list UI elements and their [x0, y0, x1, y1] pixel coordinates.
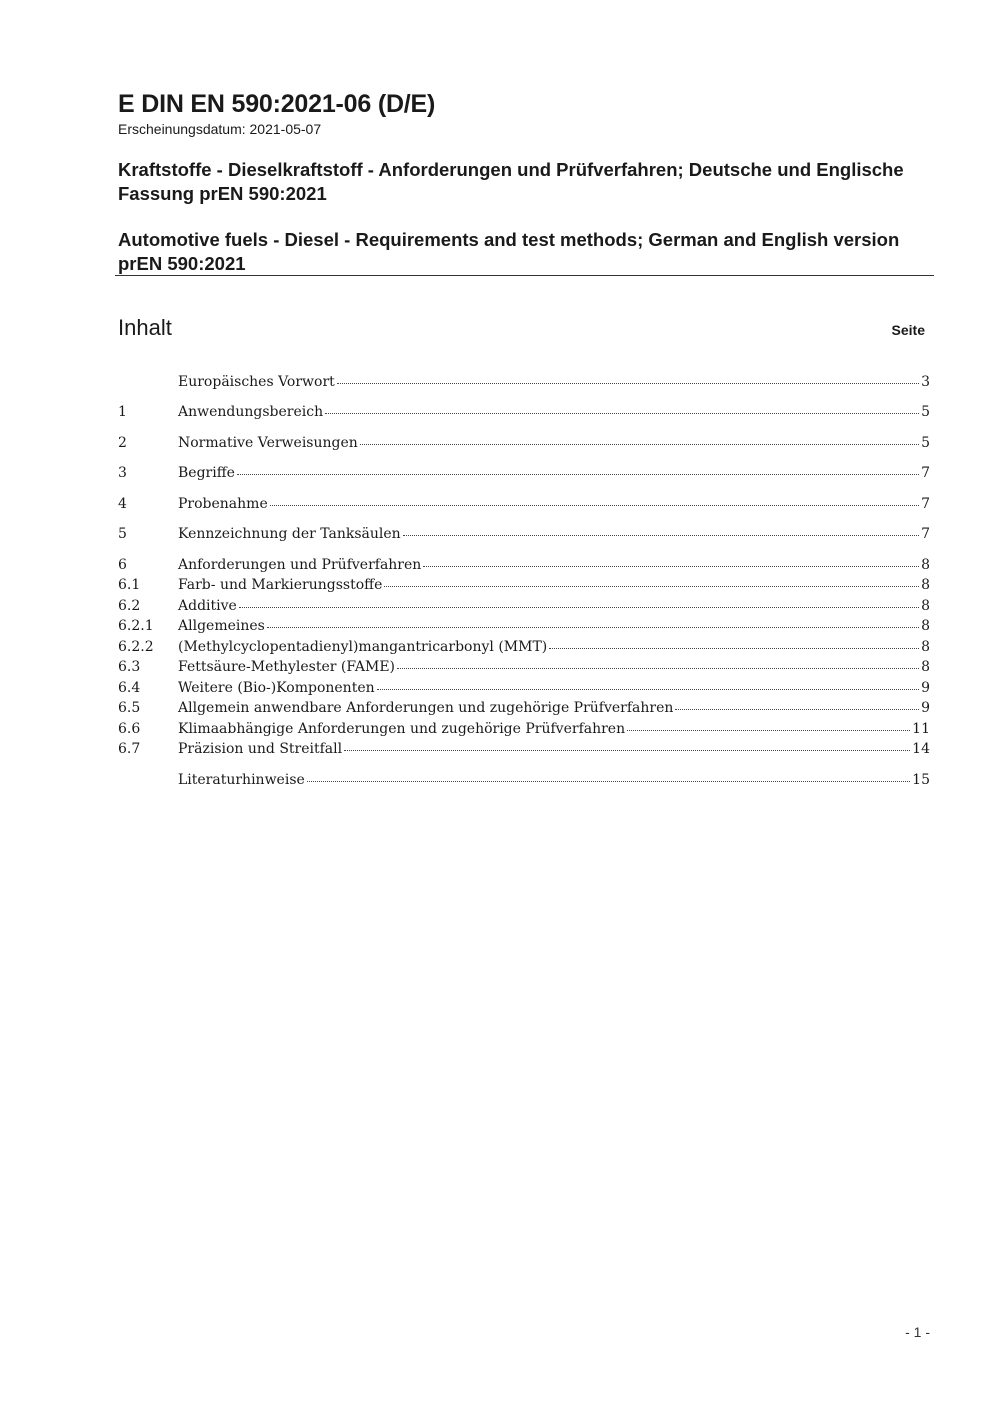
- toc-entry-number: 6.2.2: [118, 639, 154, 655]
- toc-entry-2[interactable]: [118, 432, 930, 452]
- toc-entry-3[interactable]: [118, 462, 930, 482]
- toc-entry-bibliography[interactable]: [118, 769, 930, 789]
- toc-leader-dots: [403, 521, 919, 536]
- toc-entry-number: 6.6: [118, 721, 141, 737]
- toc-leader-dots: [237, 460, 919, 475]
- toc-entry-page: 7: [921, 496, 930, 512]
- toc-entry-5[interactable]: [118, 523, 930, 543]
- toc-entry-6-2[interactable]: [118, 595, 930, 615]
- toc-entry-page: 8: [921, 557, 930, 573]
- toc-entry-1[interactable]: [118, 401, 930, 421]
- toc-entry-number: 6: [118, 557, 127, 573]
- title-german: Kraftstoffe - Dieselkraftstoff - Anforderungen und Prüfverfahren; Deutsche und Englische Fassung prEN 590:2021: [118, 159, 904, 204]
- toc-entry-number: 6.4: [118, 680, 141, 696]
- toc-entry-number: 2: [118, 435, 127, 451]
- toc-leader-dots: [397, 654, 919, 669]
- document-id: E DIN EN 590:2021-06 (D/E): [118, 90, 436, 118]
- toc-entry-title: Normative Verweisungen: [178, 435, 358, 451]
- toc-heading: Inhalt: [118, 315, 172, 340]
- toc-entry-number: 6.5: [118, 700, 141, 716]
- toc-entry-title: Fettsäure-Methylester (FAME): [178, 659, 395, 675]
- toc-entry-page: 3: [921, 374, 930, 390]
- page-number: - 1 -: [905, 1324, 930, 1340]
- toc-entry-title: Probenahme: [178, 496, 268, 512]
- toc-entry-foreword[interactable]: [118, 371, 930, 391]
- title-english: Automotive fuels - Diesel - Requirements and test methods; German and English version prEN 590:2021: [118, 229, 900, 274]
- toc-entry-page: 8: [921, 598, 930, 614]
- toc-entry-number: 4: [118, 496, 127, 512]
- toc-leader-dots: [337, 369, 919, 384]
- header-divider: [115, 275, 934, 276]
- toc-entry-page: 8: [921, 659, 930, 675]
- toc-entry-title: Additive: [178, 598, 237, 614]
- toc-entry-page: 7: [921, 465, 930, 481]
- toc-leader-dots: [344, 736, 910, 751]
- toc-entry-6-1[interactable]: [118, 574, 930, 594]
- toc-entry-6[interactable]: [118, 554, 930, 574]
- toc-leader-dots: [270, 491, 919, 506]
- toc-entry-page: 8: [921, 618, 930, 634]
- toc-entry-6-2-2[interactable]: [118, 636, 930, 656]
- toc-entry-page: 14: [912, 741, 930, 757]
- toc-entry-page: 11: [912, 721, 930, 737]
- toc-entry-page: 5: [921, 435, 930, 451]
- toc-entry-number: 6.3: [118, 659, 141, 675]
- toc-entry-6-2-1[interactable]: [118, 615, 930, 635]
- toc-entry-title: Klimaabhängige Anforderungen und zugehörige Prüfverfahren: [178, 721, 626, 737]
- toc-entry-title: Anforderungen und Prüfverfahren: [178, 557, 422, 573]
- toc-leader-dots: [549, 634, 919, 649]
- toc-leader-dots: [423, 552, 919, 567]
- toc-entry-page: 5: [921, 404, 930, 420]
- toc-entry-title: Allgemein anwendbare Anforderungen und zugehörige Prüfverfahren: [178, 700, 674, 716]
- toc-leader-dots: [377, 675, 919, 690]
- toc-entry-page: 9: [921, 700, 930, 716]
- toc-leader-dots: [325, 399, 919, 414]
- toc-entry-number: 5: [118, 526, 127, 542]
- toc-entry-title: Europäisches Vorwort: [178, 374, 335, 390]
- toc-entry-6-4[interactable]: [118, 677, 930, 697]
- publication-date: Erscheinungsdatum: 2021-05-07: [118, 121, 322, 137]
- toc-entry-6-6[interactable]: [118, 718, 930, 738]
- toc-leader-dots: [675, 695, 919, 710]
- toc-entry-title: Farb- und Markierungsstoffe: [178, 577, 383, 593]
- toc-entry-page: 8: [921, 639, 930, 655]
- toc-leader-dots: [239, 593, 919, 608]
- toc-entry-6-7[interactable]: [118, 738, 930, 758]
- toc-entry-6-3[interactable]: [118, 656, 930, 676]
- toc-entry-title: Weitere (Bio-)Komponenten: [178, 680, 375, 696]
- toc-entry-title: (Methylcyclopentadienyl)mangantricarbonyl (MMT): [178, 639, 548, 655]
- toc-entry-number: 6.2: [118, 598, 141, 614]
- toc-entry-number: 1: [118, 404, 127, 420]
- toc-entry-number: 6.1: [118, 577, 141, 593]
- toc-entry-number: 6.2.1: [118, 618, 154, 634]
- toc-leader-dots: [267, 613, 919, 628]
- toc-entry-title: Literaturhinweise: [178, 772, 305, 788]
- toc-entry-title: Kennzeichnung der Tanksäulen: [178, 526, 401, 542]
- toc-entry-page: 9: [921, 680, 930, 696]
- toc-leader-dots: [360, 430, 919, 445]
- toc-page-column-label: Seite: [891, 322, 925, 338]
- toc-entry-title: Allgemeines: [178, 618, 265, 634]
- toc-entry-title: Präzision und Streitfall: [178, 741, 343, 757]
- toc-entry-page: 15: [912, 772, 930, 788]
- toc-entry-number: 3: [118, 465, 127, 481]
- toc-entry-title: Begriffe: [178, 465, 235, 481]
- toc-entry-page: 7: [921, 526, 930, 542]
- toc-leader-dots: [627, 716, 910, 731]
- toc-entry-number: 6.7: [118, 741, 141, 757]
- toc-entry-page: 8: [921, 577, 930, 593]
- toc-entry-6-5[interactable]: [118, 697, 930, 717]
- toc-leader-dots: [384, 572, 919, 587]
- toc-entry-4[interactable]: [118, 493, 930, 513]
- toc-leader-dots: [307, 767, 910, 782]
- toc-entry-title: Anwendungsbereich: [178, 404, 324, 420]
